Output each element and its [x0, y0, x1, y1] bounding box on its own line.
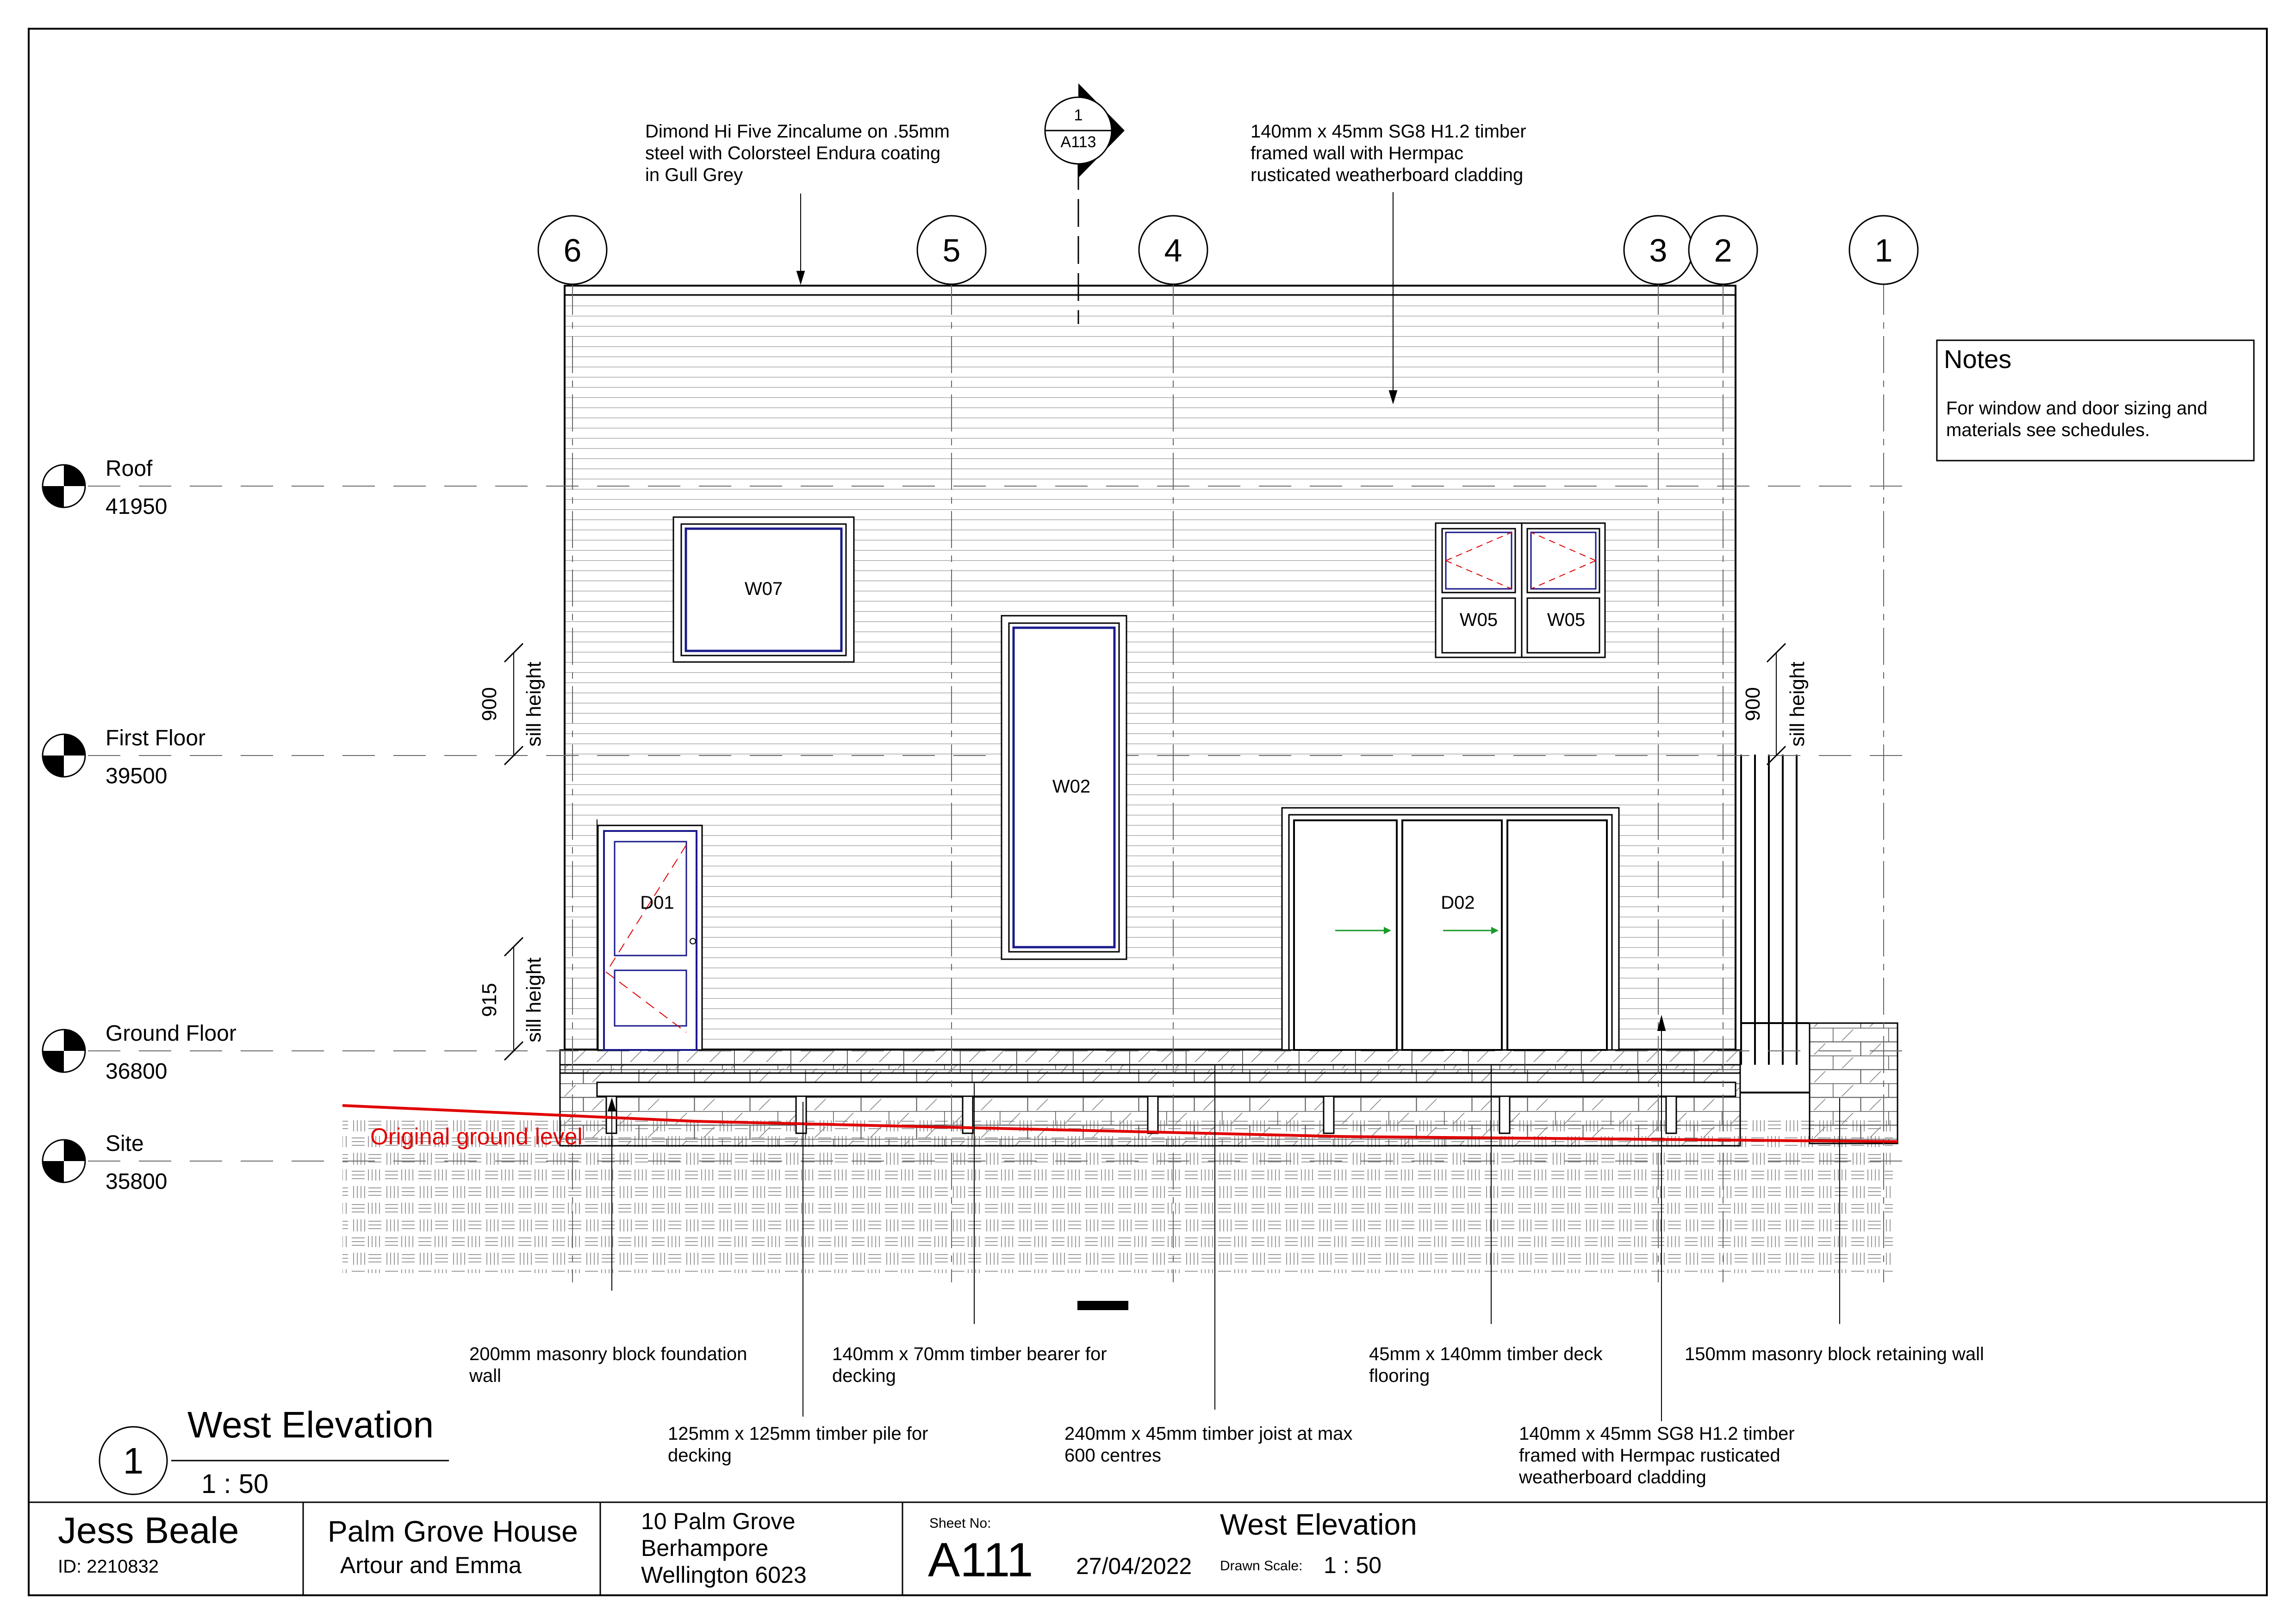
- svg-text:150mm masonry block retaining: 150mm masonry block retaining wall: [1685, 1344, 1984, 1364]
- svg-text:rusticated weatherboard claddi: rusticated weatherboard cladding: [1251, 165, 1524, 185]
- grid-bubble-5: [917, 216, 986, 284]
- drawing-scale: 1 : 50: [201, 1469, 269, 1499]
- address-line: Wellington 6023: [641, 1562, 807, 1588]
- sheet-label: Sheet No:: [929, 1516, 991, 1531]
- door-tag: D01: [640, 893, 674, 913]
- window-tag: W05: [1459, 610, 1498, 630]
- notes-line: For window and door sizing and: [1946, 398, 2208, 418]
- grid-bubble-4: [1139, 216, 1207, 284]
- grid-label: 4: [1164, 232, 1182, 269]
- dimension-label: sill height: [523, 662, 545, 747]
- dimension-right-sill: [1742, 643, 1809, 765]
- address-line: Berhampore: [641, 1535, 769, 1561]
- svg-text:600 centres: 600 centres: [1064, 1445, 1162, 1466]
- drawing-title: [100, 1404, 449, 1499]
- dimension-value: 900: [478, 687, 501, 721]
- deck-flooring: [560, 1050, 1740, 1073]
- grid-bubble-2: [1689, 216, 1757, 284]
- drawing-name: West Elevation: [187, 1404, 434, 1445]
- svg-text:in Gull Grey: in Gull Grey: [645, 165, 743, 185]
- grid-label: 6: [563, 232, 582, 269]
- sheet-number: A111: [928, 1533, 1033, 1587]
- door-d01: [598, 825, 702, 1050]
- svg-text:weatherboard cladding: weatherboard cladding: [1519, 1467, 1706, 1487]
- ground-label: Original ground level: [370, 1124, 583, 1149]
- svg-text:Dimond Hi Five Zincalume on .5: Dimond Hi Five Zincalume on .55mm: [645, 121, 950, 142]
- section-sheet-ref: A113: [1060, 133, 1096, 151]
- svg-text:flooring: flooring: [1369, 1366, 1430, 1386]
- dimension-upper-sill: [478, 643, 545, 765]
- svg-text:45mm x 140mm timber deck: 45mm x 140mm timber deck: [1369, 1344, 1603, 1364]
- svg-text:decking: decking: [668, 1445, 732, 1466]
- annotation-roof: [645, 121, 950, 185]
- dimension-label: sill height: [523, 957, 545, 1043]
- annotation-joist: [1064, 1424, 1352, 1466]
- svg-text:140mm x 45mm SG8 H1.2 timber: 140mm x 45mm SG8 H1.2 timber: [1519, 1424, 1795, 1444]
- project-name: Palm Grove House: [328, 1515, 578, 1548]
- grid-label: 1: [1874, 232, 1893, 269]
- designer-name: Jess Beale: [58, 1510, 239, 1551]
- level-marker-site: [43, 1131, 167, 1194]
- window-w05-right: [1522, 523, 1605, 657]
- window-tag: W02: [1052, 776, 1091, 797]
- svg-text:framed with Hermpac rusticated: framed with Hermpac rusticated: [1519, 1445, 1780, 1466]
- client-name: Artour and Emma: [340, 1552, 522, 1578]
- svg-text:decking: decking: [832, 1366, 896, 1386]
- annotation-wall-bottom: [1518, 1424, 1795, 1487]
- svg-text:framed wall with Hermpac: framed wall with Hermpac: [1251, 143, 1464, 163]
- grid-label: 5: [942, 232, 961, 269]
- grid-bubble-1: [1849, 216, 1918, 284]
- dimension-lower-sill: [478, 937, 545, 1060]
- level-value: 39500: [106, 764, 168, 788]
- annotation-foundation: [469, 1344, 747, 1386]
- designer-id: ID: 2210832: [58, 1556, 159, 1577]
- dimension-label: sill height: [1786, 662, 1809, 747]
- annotation-retaining: [1685, 1344, 1984, 1364]
- grid-label: 3: [1649, 232, 1668, 269]
- section-number: 1: [1074, 106, 1083, 124]
- address-line: 10 Palm Grove: [641, 1508, 796, 1534]
- level-name: Site: [106, 1131, 144, 1156]
- window-w02: [1002, 616, 1126, 959]
- view-name: West Elevation: [1220, 1508, 1417, 1541]
- door-d02: [1282, 808, 1619, 1050]
- door-tag: D02: [1441, 893, 1475, 913]
- sheet-date: 27/04/2022: [1076, 1553, 1192, 1579]
- annotation-pile: [668, 1424, 928, 1466]
- scale-value: 1 : 50: [1324, 1552, 1382, 1578]
- retaining-wall: [1810, 1023, 1898, 1143]
- window-w05-left: [1436, 523, 1522, 657]
- notes-box: [1937, 340, 2254, 461]
- annotation-bearer: [832, 1344, 1107, 1386]
- dimension-value: 915: [478, 983, 501, 1017]
- level-value: 35800: [106, 1169, 168, 1194]
- scale-label: Drawn Scale:: [1220, 1558, 1303, 1574]
- drawing-number: 1: [123, 1440, 144, 1481]
- annotation-wall-top: [1251, 121, 1526, 185]
- window-tag: W05: [1547, 610, 1586, 630]
- level-name: Ground Floor: [106, 1021, 236, 1046]
- level-marker-first-floor: [43, 726, 205, 788]
- window-w07: [673, 517, 854, 662]
- level-marker-ground-floor: [43, 1021, 236, 1084]
- level-value: 36800: [106, 1059, 168, 1084]
- svg-text:125mm x 125mm timber pile for: 125mm x 125mm timber pile for: [668, 1424, 928, 1444]
- svg-text:140mm x 70mm timber bearer for: 140mm x 70mm timber bearer for: [832, 1344, 1107, 1364]
- grid-label: 2: [1714, 232, 1732, 269]
- level-value: 41950: [106, 494, 168, 519]
- title-block: [29, 1502, 2267, 1595]
- notes-line: materials see schedules.: [1946, 420, 2150, 440]
- level-name: Roof: [106, 456, 153, 481]
- svg-text:steel with Colorsteel Endura c: steel with Colorsteel Endura coating: [645, 143, 941, 163]
- grid-bubble-3: [1624, 216, 1692, 284]
- notes-title: Notes: [1944, 344, 2012, 374]
- grid-bubble-6: [538, 216, 607, 284]
- window-tag: W07: [744, 579, 783, 599]
- annotation-deck: [1369, 1344, 1603, 1386]
- svg-text:wall: wall: [469, 1366, 501, 1386]
- svg-text:240mm x 45mm timber joist at m: 240mm x 45mm timber joist at max: [1064, 1424, 1353, 1444]
- level-name: First Floor: [106, 726, 205, 750]
- timber-bearer: [597, 1082, 1736, 1096]
- dimension-value: 900: [1742, 687, 1764, 721]
- screen-battens: [1740, 755, 1810, 1093]
- level-marker-roof: [43, 456, 167, 519]
- svg-text:140mm x 45mm SG8 H1.2 timber: 140mm x 45mm SG8 H1.2 timber: [1251, 121, 1526, 142]
- svg-text:200mm masonry block foundation: 200mm masonry block foundation: [469, 1344, 747, 1364]
